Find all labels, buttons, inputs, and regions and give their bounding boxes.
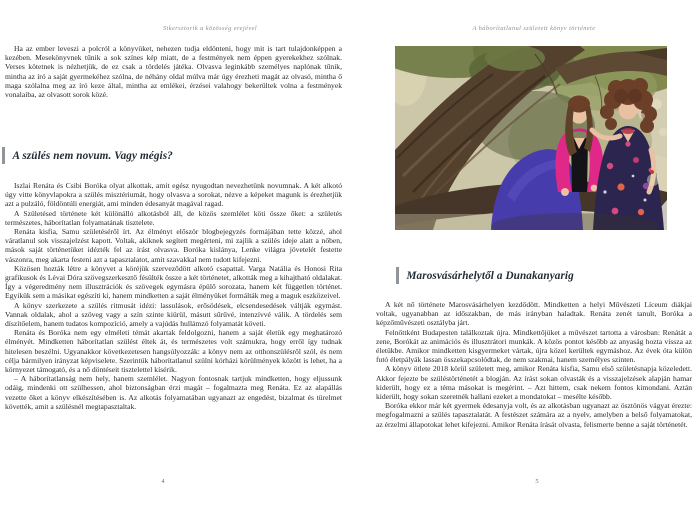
page-right — [348, 0, 696, 520]
section-heading-right — [396, 267, 574, 284]
paragraph: A Születésed története két különálló alkotásból áll, de közös szemlélet köti össze őket: a születés természetes, háborítatlan folyamatának tisztelete. — [5, 208, 342, 227]
paragraph: Közösen hozták létre a könyvet a köréjük szerveződött alkotó csapattal. Varga Natália és Honosi Rita grafikusok és Lévai Dóra szövegszerkesztő fésülték össze a két történetet, alkották meg a kihajtható oldalakat. Így a végeredmény nem illusztrációk és szövegek egymásra épülő sorozata, hanem két független történet. Egyikük sem a másikat egészíti ki, hanem mindketten a saját élményüket formálták meg a maguk eszközeivel. — [5, 263, 342, 301]
paragraph: Renáta kisfia, Samu születéséről írt. Az élményt először blogbejegyzés formájában tette közzé, ahol váratlanul sok visszajelzést kapott. Voltak, akiknek segített megérteni, mi zajlik a szülés ideje alatt a nőben, mások saját történetüket idézték fel az írást olvasva. Boróka kislánya, Lenke világra jövetelét festette vászonra, meg akarta festeni azt a tapasztalatot, amit szavakkal nem tudott kifejezni. — [5, 227, 342, 264]
paragraph: Felnőttként Budapesten találkoztak újra. Mindkettőjüket a művészet tartotta a városban: Renátát a zene, Borókát az animációs és illusztrátori munkák. A közös pontot később az anyaság hozta vissza az életükbe. Amikor mindketten kisgyermeket vártak, újra közel kerültek egymáshoz. Az évek óta külön futó életpályák lassan összekapcsolódtak, de nem szakmai, hanem személyes szinten. — [376, 327, 692, 365]
intro-block — [5, 44, 342, 99]
intro-paragraph: Ha az ember leveszi a polcról a könyvüket, nehezen tudja eldönteni, hogy mit is tart tulajdonképpen a kezében. Mesekönyvnek tűnik a sok színes kép miatt, de a festmények nem éppen gyerekekhez szólnak. Verses kötetnek is nézhetjük, de ez csak a tördelés játéka. Olvasva leginkább személyes naplónak tűnik, mintha az író a saját gyermekéhez szólna, de néhány oldal múlva már úgy érezheti magát az olvasó, mintha ő maga szólalna meg az író keze által, mintha az emlékei, érzései valahogy bekerültek volna a festmények vonalaiba, az olvasott sorok közé. — [5, 44, 342, 100]
running-head-right: A háborítatlanul született könyv története — [472, 25, 596, 32]
section-heading-left — [2, 147, 173, 164]
paragraph: Iszlai Renáta és Csibi Boróka olyat alkottak, amit egész nyugodtan nevezhetünk novumnak. A két alkotó úgy vitte könyvlapokra a szülés misztériumát, hogy olvasva a sorokat, nézve a képeket magunk is érezhetjük azt a pulzáló, földöntúli energiát, ami minden édesanyát magával ragad. — [5, 181, 342, 209]
paragraph: Boróka ekkor már két gyermek édesanyja volt, és az alkotásban ugyanazt az ösztönös vágyat érezte: megfogalmazni a szülés tapasztalatát. A festészet számára az a nyelv, amelyben a belső folyamatokat, az érzelmi állapotokat lehet kifejezni. Amikor Renáta írását olvasta, felismerte benne a saját történetét. — [376, 401, 692, 429]
paragraph: A könyv szerkezete a szülés ritmusát idézi: lassulások, erősödések, elcsendesedések váltják egymást. Vannak oldalak, ahol a szöveg vagy a szín szinte kiürül, másutt sűrűvé, intenzívvé válik. A tördelés sem díszítőelem, hanem tudatos kompozíció, amely a vajúdás hullámzó folyamatát követi. — [5, 300, 342, 329]
authors-photo-illustration — [395, 46, 667, 230]
paragraph: A könyv ötlete 2018 körül született meg, amikor Renáta kisfia, Samu első születésnapja közeledett. Akkor fejezte be szüléstörténetét a blogján. Az írást sokan olvasták és a visszajelzések alapján hamar kiderült, hogy ez a téma másokat is megérint. – Azt hittem, csak nekem fontos kimondani. Aztán kiderült, hogy sokan szeretnék hallani ezeket a mondatokat – mesélte később. — [376, 364, 692, 402]
section-heading-right-text: Marosvásárhelytől a Dunakanyarig — [406, 269, 574, 282]
section-heading-left-text: A szülés nem novum. Vagy mégis? — [12, 149, 173, 162]
running-head-left: Sikersztorik a közösség erejével — [162, 25, 258, 32]
body-text-right — [376, 300, 692, 429]
authors-photo — [395, 46, 667, 230]
paragraph: Renáta és Boróka nem egy elméleti témát akartak feldolgozni, hanem a saját életük egy meghatározó élményét. Mindketten háborítatlan szülést éltek át, és természetes volt számukra, hogy erről így tudnak hitelesen beszélni. Ugyanakkor következetesen hangsúlyozzák: a könyv nem az otthonszülésről szól, és nem célja bármilyen irányzat képviselete. Szerintük háborítatlanul szülni kórházi körülmények között is lehet, ha a környezet támogató, és a nő döntéseit tisztelettel kísérik. — [5, 328, 342, 375]
paragraph: A két nő története Marosvásárhelyen kezdődött. Mindketten a helyi Művészeti Líceum diákjai voltak, ugyanabban az időszakban, de más irányban haladtak. Renáta zenét tanult, Boróka a képzőművészeti osztályba járt. — [376, 300, 692, 328]
page-number-left: 4 — [161, 478, 165, 485]
paragraph: – A háborítatlanság nem hely, hanem szemlélet. Nagyon fontosnak tartjuk mindketten, hogy eljussunk odáig, mindenki ott szülhessen, ahol biztonságban érzi magát – fogalmazta meg Renáta. Ez az alapállás vezette őket a könyv elkészítésében is. Az alkotás folyamatában ugyanazt az engedést, bizalmat és türelmet követték, amit a szülésnél megtapasztaltak. — [5, 374, 342, 411]
body-text-left — [5, 181, 342, 411]
page-number-right: 5 — [535, 478, 539, 485]
